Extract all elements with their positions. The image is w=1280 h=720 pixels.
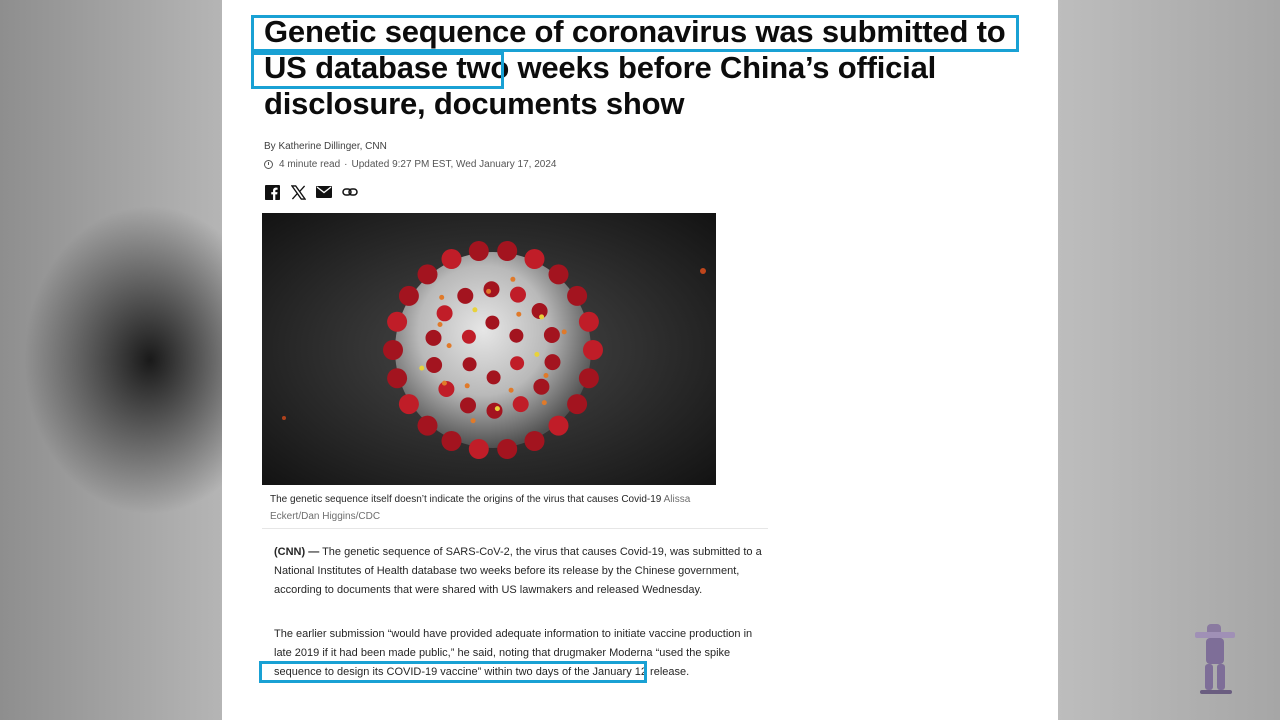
spike-protein [437,305,453,321]
paragraph-1-body: The genetic sequence of SARS-CoV-2, the virus that causes Covid-19, was submitted to a National Institutes of Health database two weeks before its release by the Chinese government, according to documents that were shared with US lawmakers and released Wednesday. [274,546,762,596]
surface-protein [539,314,544,319]
spike-protein [579,312,599,332]
surface-protein [509,388,514,393]
surface-protein [562,329,567,334]
surface-protein [419,366,424,371]
divider [262,528,768,529]
spike-protein [387,312,407,332]
spike-protein [442,431,462,451]
spike-protein [525,431,545,451]
spike-protein [485,316,499,330]
spike-protein [463,357,477,371]
spike-protein [583,340,603,360]
spike-protein [426,357,442,373]
spike-protein [497,241,517,261]
spike-protein [533,379,549,395]
surface-protein [544,373,549,378]
surface-protein [471,418,476,423]
surface-protein [439,295,444,300]
link-icon[interactable] [342,184,358,200]
surface-protein [534,352,539,357]
spike-protein [460,397,476,413]
spike-protein [383,340,403,360]
spike-protein [399,394,419,414]
spike-protein [544,327,560,343]
spike-protein [545,354,561,370]
spike-protein [579,368,599,388]
spike-protein [462,330,476,344]
background-left [0,0,222,720]
spike-protein [510,356,524,370]
surface-protein [442,381,447,386]
background-right [1058,0,1280,720]
spike-protein [457,288,473,304]
spike-protein [567,286,587,306]
surface-protein [510,277,515,282]
surface-protein [465,383,470,388]
dateline: (CNN) — [274,546,320,558]
spike-protein [469,241,489,261]
image-caption [270,491,740,525]
surface-protein [447,343,452,348]
spike-protein [487,370,501,384]
paragraph-1 [274,543,768,600]
paragraph-2-part-a: The earlier submission “would have provided adequate information to initiate vaccine production in late 2019 if it had been made public,” he said, noting that drugmaker Moderna “used the spike sequence to design its COVID-19 vaccine” [274,628,753,678]
spike-protein [418,416,438,436]
spike-protein [525,249,545,269]
highlight-box-headline-line1 [251,15,1019,52]
robot-figure-icon [1190,618,1240,698]
read-time: 4 minute read [279,159,341,170]
paragraph-2-part-b: within two days of the January 12 release. [481,666,690,678]
meta-separator: · [344,159,348,170]
highlight-box-headline-line2 [251,52,504,89]
headline: Genetic sequence of coronavirus was submitted to US database two weeks before China’s official disclosure, documents show [264,14,1006,121]
spike-protein [549,264,569,284]
surface-protein [542,400,547,405]
email-icon[interactable] [316,184,332,200]
spike-protein [418,264,438,284]
spike-protein [567,394,587,414]
byline[interactable]: By Katherine Dillinger, CNN [264,141,387,152]
spike-protein [387,368,407,388]
spike-protein [497,439,517,459]
surface-protein [472,307,477,312]
spike-protein [426,330,442,346]
spike-protein [510,287,526,303]
facebook-icon[interactable] [264,184,280,200]
spike-protein [399,286,419,306]
image-credit: Alissa Eckert/Dan Higgins/CDC [270,494,691,522]
x-icon[interactable] [290,184,306,200]
clock-icon [264,160,273,169]
spike-protein [469,439,489,459]
surface-protein [516,312,521,317]
surface-protein [486,289,491,294]
hero-image-coronavirus[interactable] [262,213,716,485]
surface-protein [438,322,443,327]
spike-protein [513,396,529,412]
share-bar [264,184,358,200]
article-meta [264,159,556,170]
surface-protein [495,406,500,411]
spike-protein [442,249,462,269]
spike-protein [549,416,569,436]
updated-time: Updated 9:27 PM EST, Wed January 17, 2024 [351,159,557,170]
spike-protein [487,403,503,419]
spike-protein [509,329,523,343]
highlight-box-moderna-quote [259,661,647,683]
spike-protein [484,281,500,297]
caption-text: The genetic sequence itself doesn’t indicate the origins of the virus that causes Covid-19 [270,494,662,505]
